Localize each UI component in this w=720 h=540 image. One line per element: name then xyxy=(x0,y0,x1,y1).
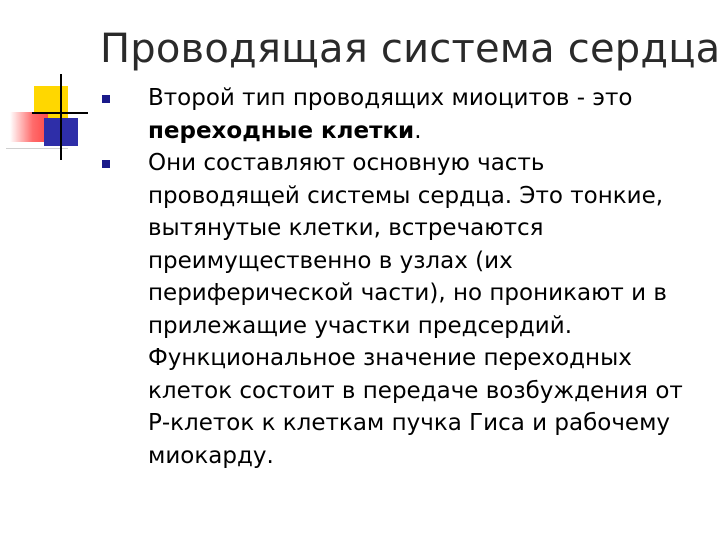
decor-gray-line xyxy=(6,148,68,149)
decor-red-square xyxy=(10,112,48,142)
bullet-item xyxy=(100,147,700,472)
decor-vertical-line xyxy=(60,74,62,160)
bullet-text-start: Второй тип проводящих миоцитов - это xyxy=(148,85,633,111)
bullet-list xyxy=(100,82,700,472)
slide-title: Проводящая система сердца xyxy=(100,26,720,72)
bullet-item xyxy=(100,82,700,147)
bullet-text-end: . xyxy=(414,117,422,144)
bullet-square-icon xyxy=(102,160,110,168)
bullet-text-bold: переходные клетки xyxy=(148,117,415,144)
bullet-square-icon xyxy=(102,95,110,103)
bullet-text: Они составляют основную часть проводящей системы сердца. Это тонкие, вытянутые клетки, встречаются преимущественно в узлах (их периферической части), но проникают и в прилежащие участки предсердий. Функциональное значение переходных клеток состоит в передаче возбуждения от Р-клеток к клеткам пучка Гиса и рабочему миокарду. xyxy=(148,150,683,469)
